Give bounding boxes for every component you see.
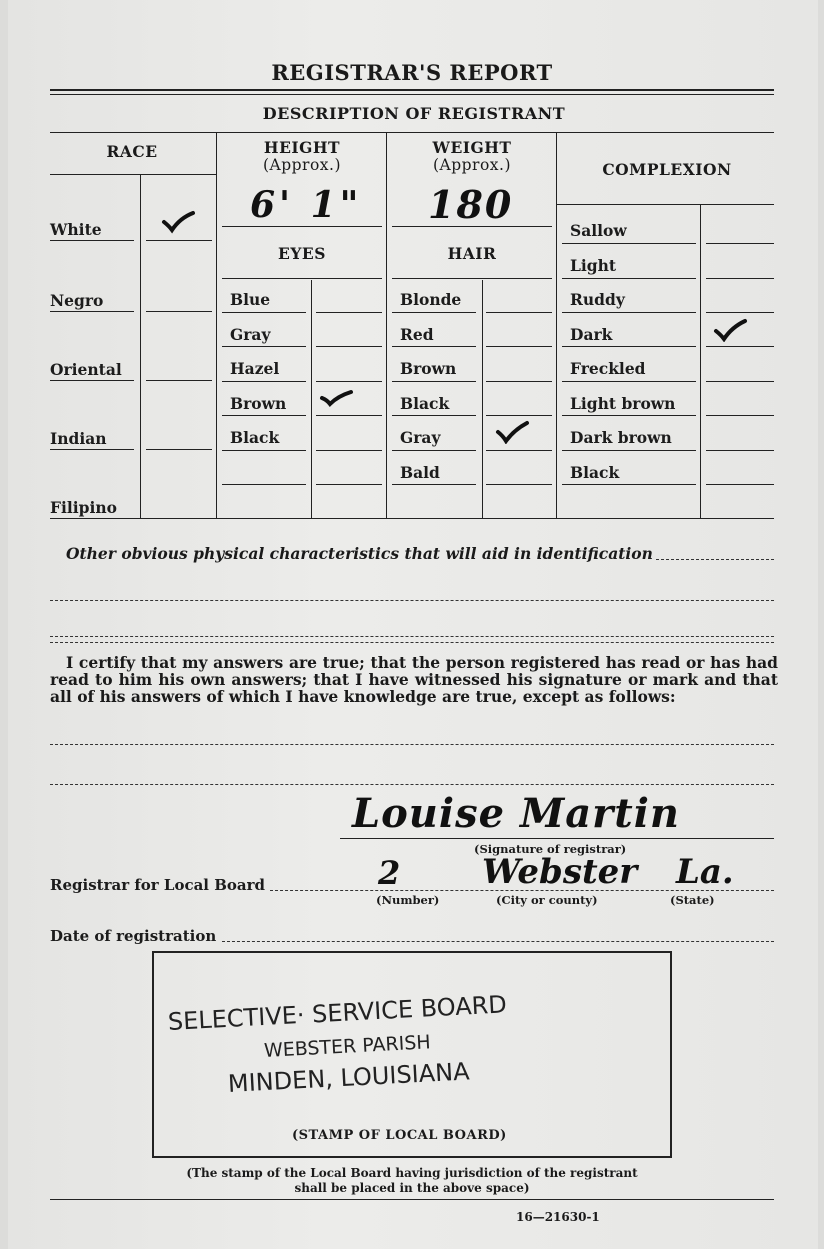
stamp-line-1: SELECTIVE· SERVICE BOARD [167, 990, 508, 1036]
complexion-row-rule [706, 278, 774, 279]
eyes-option-black: Black [230, 428, 280, 447]
grid-row-rule [222, 484, 306, 485]
eyes-header: EYES [278, 244, 326, 263]
fill-in-line [50, 600, 774, 601]
other-characteristics-label: Other obvious physical characteristics that will aid in identification [66, 544, 653, 563]
grid-row-rule [222, 312, 306, 313]
stamp-box [152, 951, 672, 1158]
grid-row-rule [222, 346, 306, 347]
fill-in-line [50, 784, 774, 785]
check-mark-icon [494, 420, 530, 444]
board-number-value: 2 [378, 854, 401, 892]
race-row-rule [50, 240, 134, 241]
complexion-row-rule [706, 346, 774, 347]
certification-text: I certify that my answers are true; that the person registered has read or has had read to him his own answers; that I have witnessed his signature or mark and that all of his answers of which I have knowledge are true, except as follows: [50, 653, 778, 706]
grid-row-rule [392, 312, 476, 313]
signature-line [340, 838, 774, 839]
eyes-option-hazel: Hazel [230, 359, 280, 378]
complexion-row-rule [562, 381, 696, 382]
grid-row-rule [486, 450, 552, 451]
date-label: Date of registration [50, 927, 217, 945]
complexion-header: COMPLEXION [602, 160, 732, 179]
grid-row-rule [392, 484, 476, 485]
state-caption: (State) [670, 893, 715, 907]
complexion-option-sallow: Sallow [570, 221, 627, 240]
grid-row-rule [316, 346, 382, 347]
grid-row-rule [486, 381, 552, 382]
eyes-header-rule [222, 278, 382, 279]
hair-option-bald: Bald [400, 463, 440, 482]
col-divider-weight [556, 132, 557, 519]
complexion-row-rule [562, 312, 696, 313]
grid-row-rule [316, 484, 382, 485]
grid-row-rule [486, 484, 552, 485]
complexion-option-freckled: Freckled [570, 359, 646, 378]
grid-row-rule [222, 450, 306, 451]
complexion-row-rule [706, 243, 774, 244]
hair-option-gray: Gray [400, 428, 441, 447]
complexion-row-rule [562, 415, 696, 416]
race-row-rule [146, 240, 212, 241]
grid-row-rule [486, 346, 552, 347]
form-number: 16—21630-1 [516, 1210, 600, 1224]
complexion-row-rule [706, 450, 774, 451]
table-bottom-rule [50, 518, 774, 519]
section-title: DESCRIPTION OF REGISTRANT [262, 104, 566, 123]
race-option-indian: Indian [50, 429, 107, 448]
form-title: REGISTRAR'S REPORT [271, 60, 553, 85]
grid-row-rule [392, 415, 476, 416]
race-check-col [140, 175, 141, 519]
race-row-rule [50, 380, 134, 381]
hair-header-rule [392, 278, 552, 279]
stamp-caption: (STAMP OF LOCAL BOARD) [292, 1128, 507, 1143]
complexion-row-rule [706, 381, 774, 382]
complexion-row-rule [562, 278, 696, 279]
weight-subheader: (Approx.) [432, 156, 512, 174]
complexion-row-rule [562, 450, 696, 451]
col-divider-race [216, 132, 217, 519]
complexion-option-dark: Dark [570, 325, 613, 344]
bottom-rule [50, 1199, 774, 1200]
check-mark-icon [318, 386, 354, 410]
height-value: 6' 1" [250, 184, 363, 226]
complexion-header-rule [556, 204, 774, 205]
complexion-row-rule [562, 346, 696, 347]
city-county-value: Webster [482, 852, 638, 892]
grid-row-rule [486, 415, 552, 416]
race-row-rule [146, 449, 212, 450]
height-header: HEIGHT [263, 138, 341, 157]
stamp-line-2: WEBSTER PARISH [263, 1031, 432, 1062]
section-rule [50, 132, 774, 133]
state-value: La. [676, 852, 734, 892]
fill-in-line [222, 941, 774, 942]
number-caption: (Number) [376, 893, 440, 907]
complexion-row-rule [562, 484, 696, 485]
registrar-signature: Louise Martin [352, 790, 680, 837]
race-header: RACE [106, 142, 158, 161]
fill-in-line [50, 636, 774, 637]
complexion-option-light: Light [570, 256, 617, 275]
race-row-rule [50, 449, 134, 450]
stamp-line-3: MINDEN, LOUISIANA [227, 1057, 471, 1098]
fill-in-line [50, 642, 774, 643]
race-option-oriental: Oriental [50, 360, 122, 379]
fill-in-line [50, 744, 774, 745]
complexion-option-ruddy: Ruddy [570, 290, 625, 309]
check-mark-icon [160, 210, 196, 234]
signature-caption: (Signature of registrar) [474, 842, 627, 856]
grid-row-rule [316, 415, 382, 416]
race-option-filipino: Filipino [50, 498, 118, 517]
check-mark-icon [712, 318, 748, 342]
stamp-instruction-line-1: (The stamp of the Local Board having jurisdiction of the registrant [186, 1166, 638, 1180]
hair-check-col [482, 280, 483, 519]
grid-row-rule [316, 312, 382, 313]
race-row-rule [146, 380, 212, 381]
title-rule-2 [50, 94, 774, 95]
race-row-rule [50, 311, 134, 312]
complexion-row-rule [706, 312, 774, 313]
eyes-option-gray: Gray [230, 325, 271, 344]
height-subheader: (Approx.) [262, 156, 342, 174]
grid-row-rule [222, 415, 306, 416]
grid-row-rule [392, 450, 476, 451]
hair-option-red: Red [400, 325, 434, 344]
complexion-option-dark-brown: Dark brown [570, 428, 672, 447]
grid-row-rule [316, 450, 382, 451]
eyes-check-col [311, 280, 312, 519]
grid-row-rule [486, 312, 552, 313]
weight-value: 180 [428, 182, 514, 227]
city-caption: (City or county) [496, 893, 598, 907]
complexion-option-black: Black [570, 463, 620, 482]
registrar-label: Registrar for Local Board [50, 876, 266, 894]
race-option-white: White [50, 220, 102, 239]
fill-in-line [656, 559, 774, 560]
complexion-row-rule [562, 243, 696, 244]
race-option-negro: Negro [50, 291, 104, 310]
race-row-rule [146, 311, 212, 312]
hair-option-blonde: Blonde [400, 290, 462, 309]
height-value-rule [222, 226, 382, 227]
hair-option-brown: Brown [400, 359, 457, 378]
grid-row-rule [222, 381, 306, 382]
grid-row-rule [392, 346, 476, 347]
title-rule-1 [50, 89, 774, 91]
grid-row-rule [316, 381, 382, 382]
eyes-option-blue: Blue [230, 290, 271, 309]
complexion-option-light-brown: Light brown [570, 394, 676, 413]
hair-option-black: Black [400, 394, 450, 413]
complexion-check-col [700, 205, 701, 519]
col-divider-height [386, 132, 387, 519]
complexion-row-rule [706, 415, 774, 416]
eyes-option-brown: Brown [230, 394, 287, 413]
race-header-rule [50, 174, 216, 175]
stamp-instruction-line-2: shall be placed in the above space) [294, 1181, 530, 1195]
weight-header: WEIGHT [432, 138, 512, 157]
hair-header: HAIR [447, 244, 497, 263]
grid-row-rule [392, 381, 476, 382]
complexion-row-rule [706, 484, 774, 485]
